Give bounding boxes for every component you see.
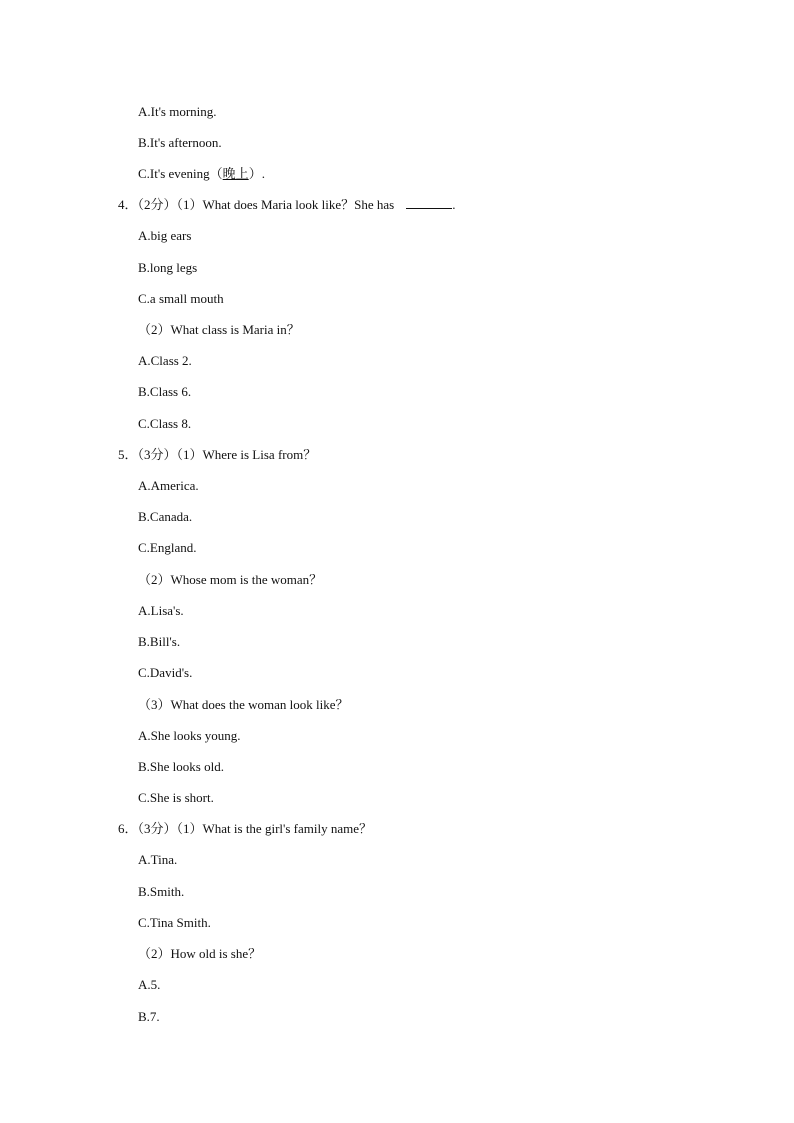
q5-sub2-option-b: B.Bill's. [138,634,181,649]
q6-sub1-option-b: B.Smith. [138,884,185,899]
q4-sub2-question: （2）What class is Maria in？ [138,322,300,337]
q4-sub1-option-c: C.a small mouth [138,291,224,306]
q4-header [118,197,455,213]
q3-option-b: B.It's afternoon. [138,135,222,150]
q6-sub1-option-a: A.Tina. [138,852,178,867]
q5-sub3-option-c: C.She is short. [138,790,214,805]
q6-sub2-option-a: A.5. [138,977,161,992]
q4-sub1-option-b: B.long legs [138,260,198,275]
q5-sub2-option-c: C.David's. [138,665,193,680]
q3-option-c-text: C.It's evening（ [138,166,223,181]
q3-option-a: A.It's morning. [138,104,217,119]
q3-option-c-after: ）. [248,166,265,181]
q6-sub2-question: （2）How old is she？ [138,946,262,961]
q5-header: 5．（3分）（1）Where is Lisa from？ [118,447,317,462]
q5-sub2-question: （2）Whose mom is the woman？ [138,572,323,587]
q3-option-c [138,166,265,182]
q4-sub2-option-b: B.Class 6. [138,384,192,399]
q3-option-c-underlined: 晚上 [222,166,249,181]
q4-sub1-option-a: A.big ears [138,228,192,243]
q5-sub1-option-a: A.America. [138,478,199,493]
q4-sub2-option-a: A.Class 2. [138,353,192,368]
q6-header: 6．（3分）（1）What is the girl's family name？ [118,821,372,836]
q5-sub1-option-c: C.England. [138,540,197,555]
q5-sub3-question: （3）What does the woman look like？ [138,697,349,712]
q6-sub1-option-c: C.Tina Smith. [138,915,211,930]
q4-header-end: . [452,197,456,212]
q5-sub1-option-b: B.Canada. [138,509,193,524]
q6-sub2-option-b: B.7. [138,1009,160,1024]
q5-sub3-option-b: B.She looks old. [138,759,224,774]
q5-sub3-option-a: A.She looks young. [138,728,241,743]
q4-sub2-option-c: C.Class 8. [138,416,192,431]
q4-header-text: 4．（2分）（1）What does Maria look like？She has [118,197,395,212]
answer-blank [406,197,452,209]
q5-sub2-option-a: A.Lisa's. [138,603,184,618]
